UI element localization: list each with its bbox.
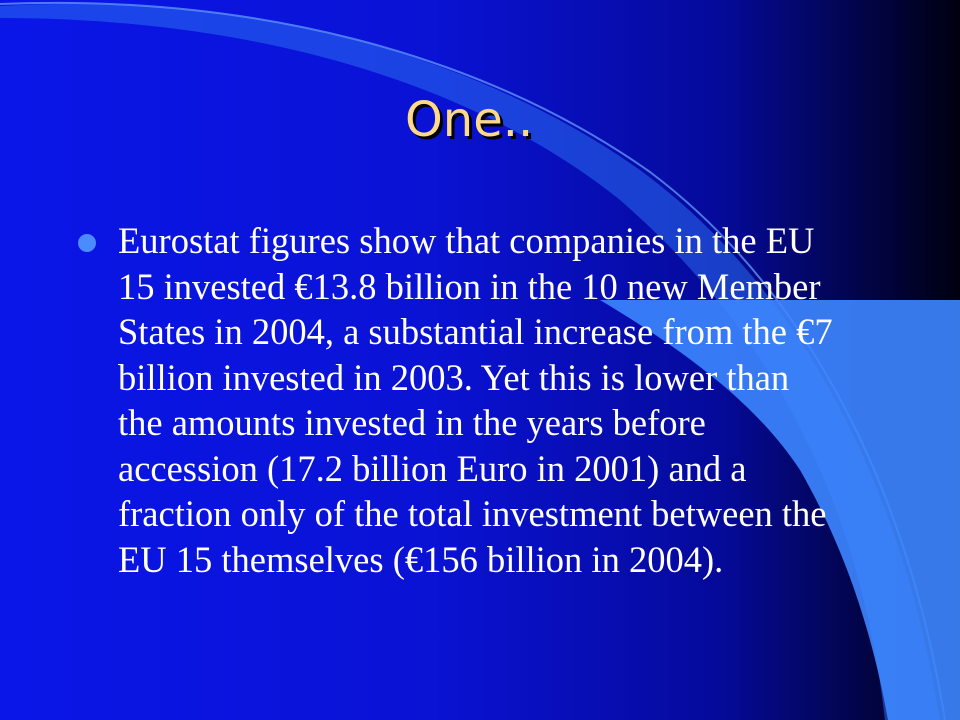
slide-title: One..	[405, 92, 534, 148]
bullet-list	[78, 218, 838, 582]
bullet-item	[78, 218, 838, 582]
bullet-dot-icon	[78, 234, 96, 252]
bullet-text: Eurostat figures show that companies in the EU 15 invested €13.8 billion in the 10 new Member States in 2004, a substantial increase from the €7 billion invested in 2003. Yet this is lower than the amounts invested in the years before accession (17.2 billion Euro in 2001) and a fraction only of the total investment between the EU 15 themselves (€156 billion in 2004).	[118, 220, 833, 580]
